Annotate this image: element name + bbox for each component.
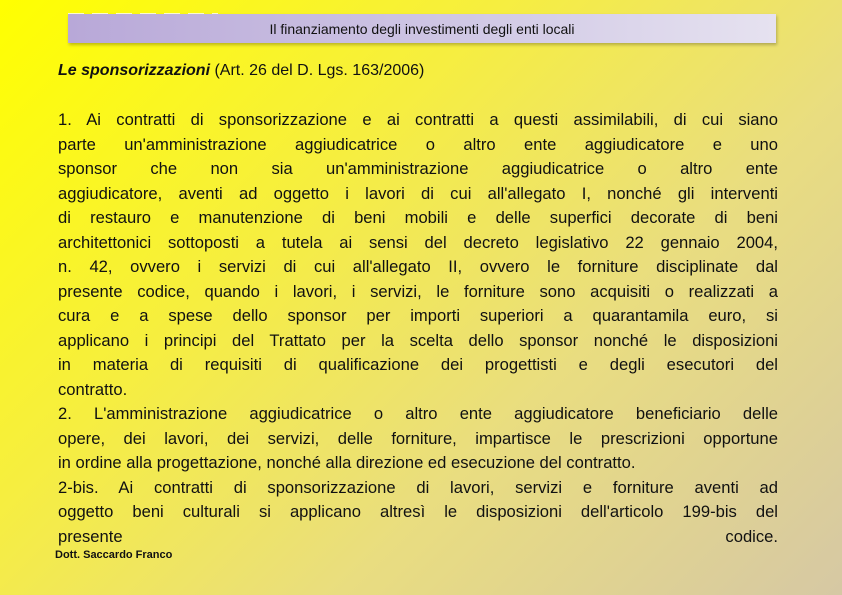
text-line: opere, dei lavori, dei servizi, delle forniture, impartisce le prescrizioni opportune <box>58 428 778 448</box>
text-line: in materia di requisiti di qualificazione dei progettisti e degli esecutori del <box>58 355 778 374</box>
subtitle-reference: (Art. 26 del D. Lgs. 163/2006) <box>210 62 425 79</box>
text-line: applicano i principi del Trattato per la scelta dello sponsor nonché le disposizioni <box>58 330 778 350</box>
text-line: aggiudicatore, aventi ad oggetto i lavori di cui all'allegato I, nonché gli interventi <box>58 183 778 203</box>
text-line-final <box>58 525 778 550</box>
slide-subtitle <box>58 62 424 80</box>
text-line: sponsor che non sia un'amministrazione aggiudicatrice o altro ente <box>58 159 778 178</box>
text-line: 2. L'amministrazione aggiudicatrice o altro ente aggiudicatore beneficiario delle <box>58 404 778 423</box>
slide-header <box>68 14 776 43</box>
header-title: Il finanziamento degli investimenti degli enti locali <box>269 20 575 37</box>
text-line: 2-bis. Ai contratti di sponsorizzazione di lavori, servizi e forniture aventi ad <box>58 477 778 497</box>
text-line: architettonici sottoposti a tutela ai sensi del decreto legislativo 22 gennaio 2004, <box>58 232 778 252</box>
text-line: presente codice, quando i lavori, i servizi, le forniture sono acquisiti o realizzati a <box>58 281 778 301</box>
text-line: cura e a spese dello sponsor per importi superiori a quarantamila euro, si <box>58 306 778 325</box>
author-footer: Dott. Saccardo Franco <box>55 549 173 561</box>
text-line: di restauro e manutenzione di beni mobili e delle superfici decorate di beni <box>58 208 778 227</box>
article-text <box>58 108 778 549</box>
final-line-right: codice. <box>725 526 778 546</box>
final-line-left: presente <box>58 526 123 546</box>
subtitle-emphasis: Le sponsorizzazioni <box>58 62 211 79</box>
text-line: oggetto beni culturali si applicano altresì le disposizioni dell'articolo 199-bis del <box>58 502 778 521</box>
text-line: in ordine alla progettazione, nonché alla direzione ed esecuzione del contratto. <box>58 453 636 472</box>
text-line: 1. Ai contratti di sponsorizzazione e ai contratti a questi assimilabili, di cui siano <box>58 110 778 129</box>
text-line: contratto. <box>58 379 128 399</box>
text-line: n. 42, ovvero i servizi di cui all'allegato II, ovvero le forniture disciplinate dal <box>58 257 778 276</box>
text-line: parte un'amministrazione aggiudicatrice o altro ente aggiudicatore e uno <box>58 134 778 154</box>
